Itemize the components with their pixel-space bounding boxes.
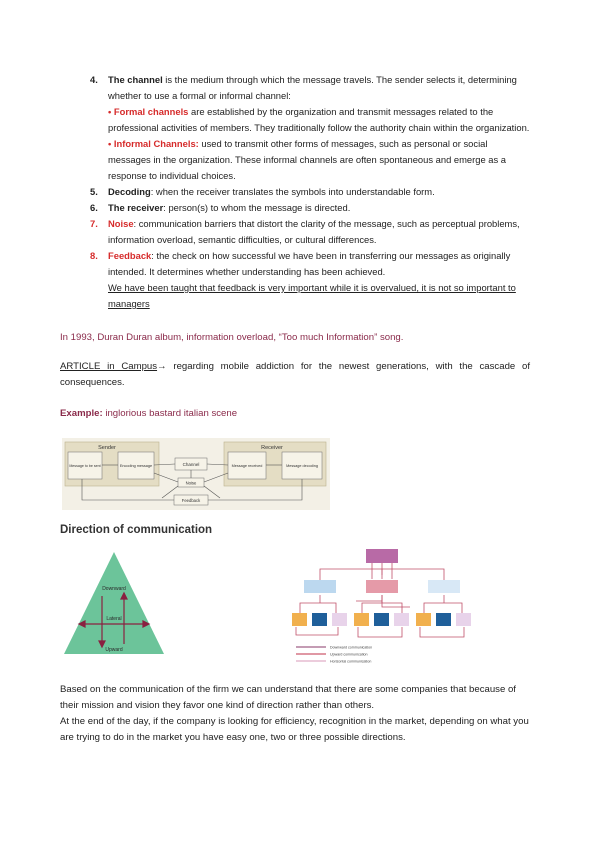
- paragraph-firm-communication: Based on the communication of the firm we can understand that there are some companies that because of their mission and vision they favor one kind of direction rather than others.: [60, 684, 516, 711]
- channel-text: Channel: [182, 462, 200, 467]
- example-text: inglorious bastard italian scene: [102, 408, 238, 419]
- list-item: [90, 248, 530, 312]
- legend-downward: Downward communication: [330, 645, 373, 650]
- term-informal-channels: • Informal Channels:: [108, 138, 199, 149]
- noise-text: Noise: [185, 480, 197, 486]
- employee-box: [332, 613, 347, 626]
- direction-heading: Direction of communication: [60, 524, 213, 536]
- list-item: [90, 184, 530, 200]
- org-legend: [296, 646, 372, 664]
- term-noise: Noise: [108, 218, 134, 229]
- message-to-be-sent-text: Message to be sent: [69, 464, 101, 468]
- list-item: [90, 200, 530, 216]
- legend-upward: Upward communication: [330, 652, 368, 657]
- direction-triangle-diagram: [62, 548, 166, 658]
- employee-box: [292, 613, 307, 626]
- list-item: [90, 136, 530, 184]
- decoding-text: Message decoding: [286, 464, 318, 468]
- triangle-top-label: Downward: [102, 586, 126, 592]
- example-label: Example:: [60, 408, 103, 419]
- manager-box-left: [304, 580, 336, 593]
- employee-box: [312, 613, 327, 626]
- employee-box: [374, 613, 389, 626]
- feedback-note: We have been taught that feedback is very important while it is overvalued, it is not so important to managers: [108, 282, 516, 309]
- encoding-text: Encoding message: [119, 464, 153, 468]
- list-item: [90, 216, 530, 248]
- term-channel: The channel: [108, 74, 163, 85]
- term-formal-channels: • Formal channels: [108, 106, 189, 117]
- definition: is the medium through which the message travels. The sender selects it, determining whether to use a formal or informal channel:: [108, 74, 517, 101]
- article-text: → regarding mobile addiction for the newest generations, with the cascade of consequences.: [60, 361, 530, 388]
- employee-box: [436, 613, 451, 626]
- triangle-shape: [64, 552, 164, 654]
- employee-box: [456, 613, 471, 626]
- list-number: 7.: [90, 218, 98, 229]
- manager-box-right: [428, 580, 460, 593]
- term-feedback: Feedback: [108, 250, 152, 261]
- example-line: [60, 406, 540, 422]
- feedback-text: Feedback: [181, 498, 201, 503]
- employee-box: [354, 613, 369, 626]
- communication-process-diagram: [62, 438, 330, 510]
- list-item: [90, 72, 530, 104]
- top-manager-box: [366, 549, 398, 563]
- numbered-list: [90, 72, 530, 312]
- list-number: 4.: [90, 74, 98, 85]
- definition: : person(s) to whom the message is directed.: [163, 202, 351, 213]
- duran-note: In 1993, Duran Duran album, information overload, “Too much Information” song.: [60, 332, 404, 343]
- employee-box: [394, 613, 409, 626]
- article-paragraph: [60, 359, 530, 391]
- paragraph-efficiency: At the end of the day, if the company is looking for efficiency, recognition in the market, depending on what you are trying to do in the market you have easy one, two or three possible directions.: [60, 716, 529, 743]
- list-item: [90, 104, 530, 136]
- employee-box: [416, 613, 431, 626]
- list-number: 8.: [90, 250, 98, 261]
- list-number: 6.: [90, 202, 98, 213]
- term-decoding: Decoding: [108, 186, 151, 197]
- org-hierarchy-diagram: [286, 545, 482, 670]
- definition: : communication barriers that distort the clarity of the message, such as perceptual problems, information overload, semantic difficulties, or cultural differences.: [108, 218, 520, 245]
- list-number: 5.: [90, 186, 98, 197]
- sender-label: Sender: [98, 445, 116, 451]
- legend-horizontal: Horizontal communication: [330, 659, 372, 664]
- triangle-bottom-label: Upward: [105, 647, 123, 653]
- triangle-middle-label: Lateral: [106, 616, 122, 622]
- receiver-label: Receiver: [261, 445, 283, 451]
- term-receiver: The receiver: [108, 202, 164, 213]
- definition: : the check on how successful we have been in transferring our messages as originally intended. It determines whether understanding has been achieved.: [108, 250, 511, 277]
- definition: are established by the organization and transmit messages related to the professional activities of members. They traditionally follow the authority chain within the organization.: [108, 106, 530, 133]
- message-received-text: Message received: [231, 464, 263, 468]
- article-link[interactable]: ARTICLE in Campus: [60, 361, 158, 372]
- definition: used to transmit other forms of messages, such as personal or social messages in the organization. These informal channels are often spontaneous and emerge as a response to individual choices.: [108, 138, 506, 181]
- manager-box-center: [366, 580, 398, 593]
- definition: : when the receiver translates the symbols into understandable form.: [150, 186, 435, 197]
